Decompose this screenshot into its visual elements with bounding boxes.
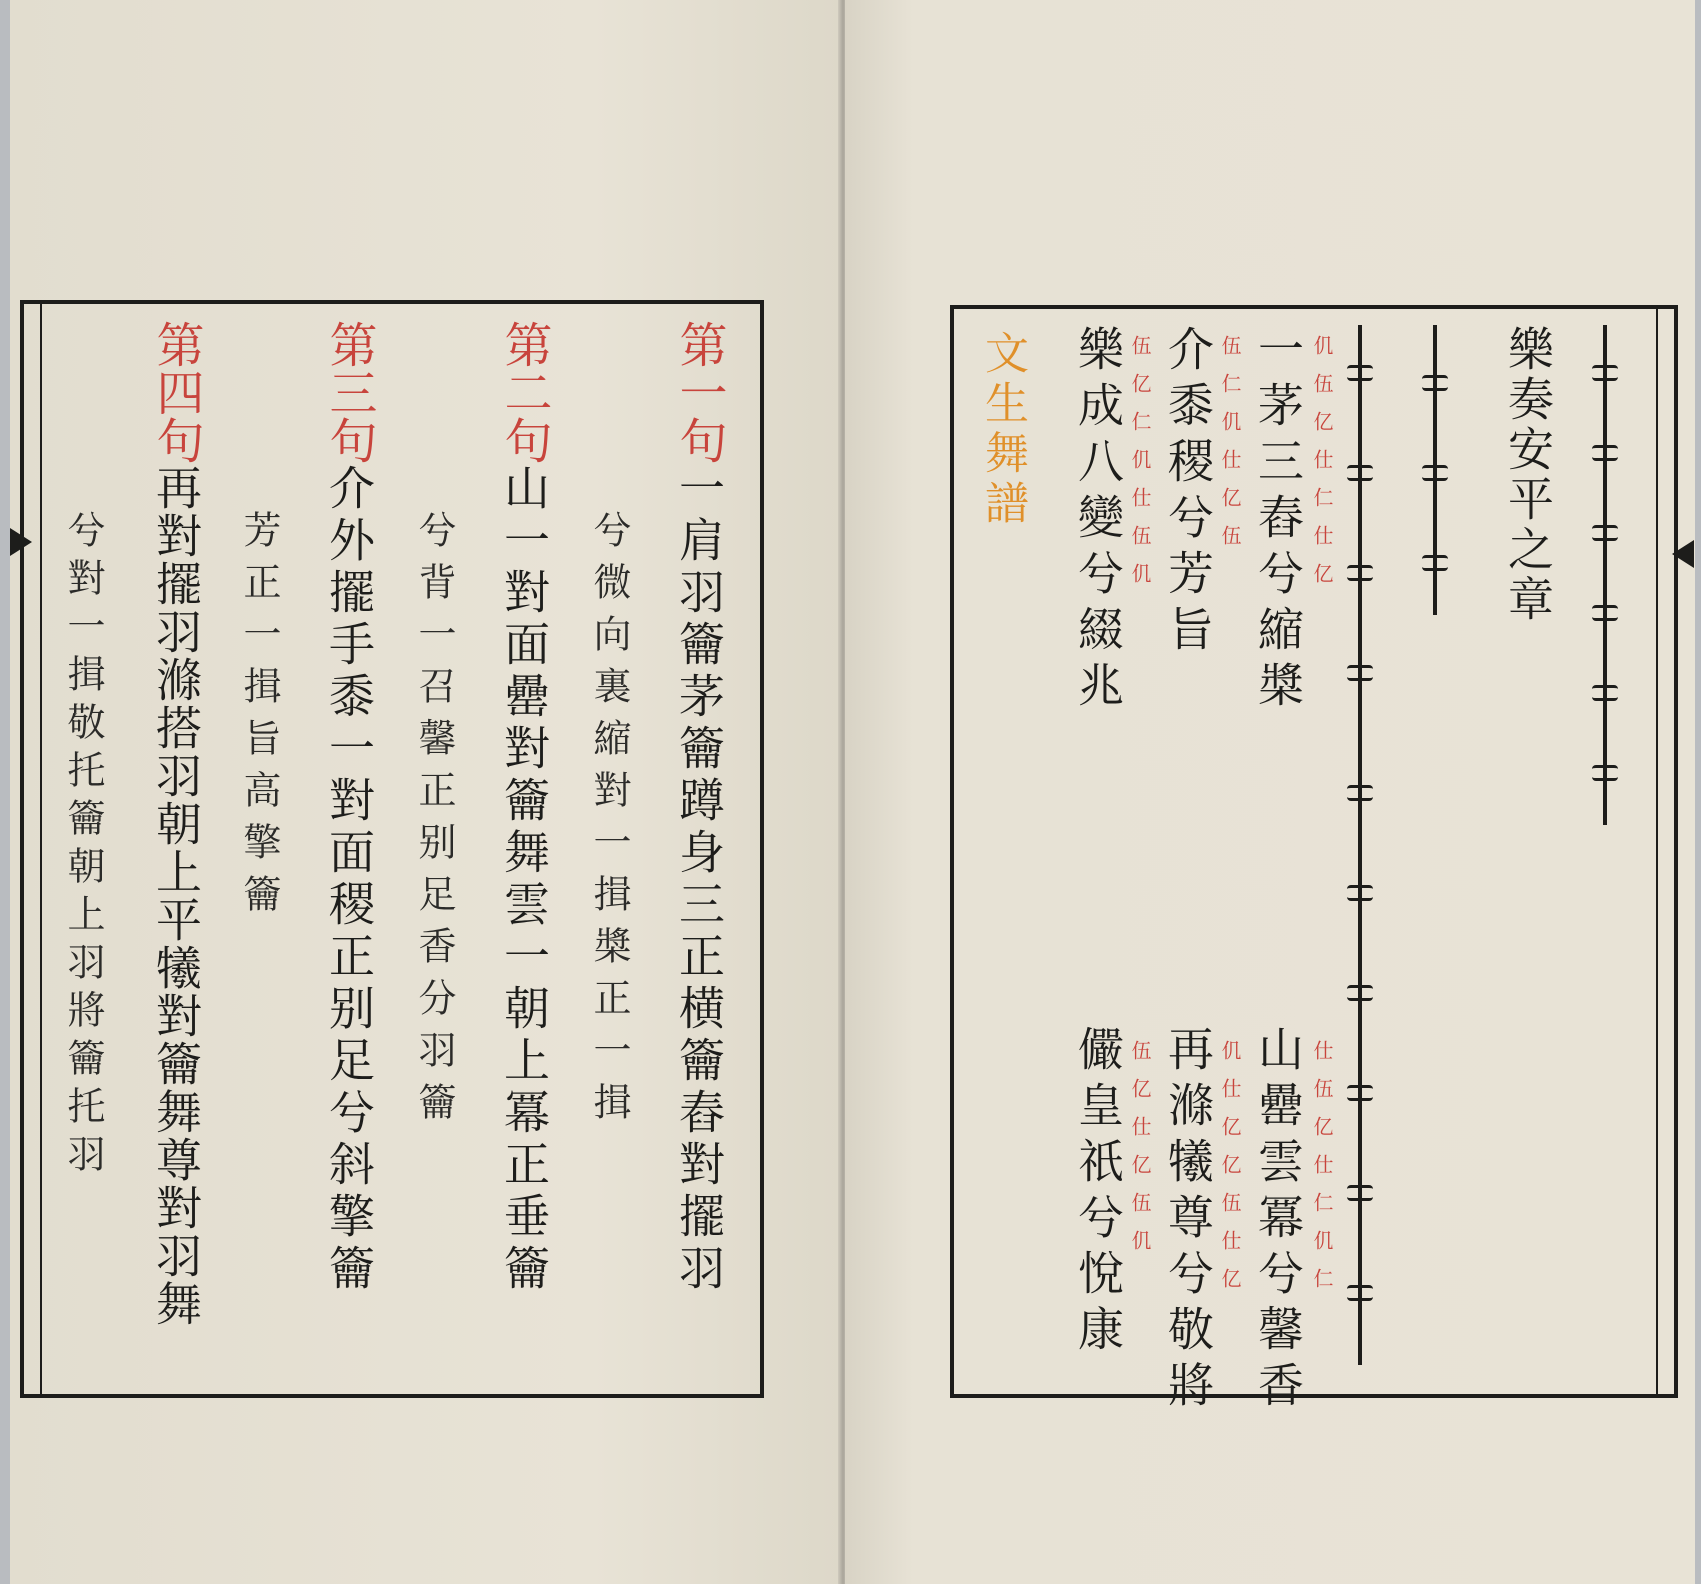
- lyric-top-2: 介黍稷兮芳旨: [1161, 325, 1215, 661]
- column-text-5: 介外擺手黍一對面稷正别足兮斜擎籥: [322, 464, 376, 1296]
- notes-top-1: 仉伍亿仕仁仕亿: [1310, 335, 1334, 601]
- column-text-7: 再對擺羽滌搭羽朝上平犧對籥舞尊對羽舞: [149, 464, 203, 1328]
- column-text-4: 兮背一召馨正别足香分羽籥: [412, 510, 456, 1134]
- column-4: [412, 510, 456, 1134]
- lyric-bottom-2: 再滌犧尊兮敬將: [1161, 1025, 1215, 1417]
- column-text-3: 山一對面罍對籥舞雲一朝上冪正垂籥: [497, 464, 551, 1296]
- mongolian-script-column-2: [1420, 325, 1450, 615]
- verse-heading-3: 第三句: [321, 320, 377, 464]
- column-8: [61, 510, 105, 1182]
- lyric-bottom-3: 儼皇祇兮悅康: [1071, 1025, 1125, 1361]
- column-5: [321, 320, 377, 1296]
- notes-top-2: 伍仁仉仕亿伍: [1218, 335, 1242, 563]
- lyric-top-1: 一茅三舂兮縮槳: [1251, 325, 1305, 717]
- section-title: 文生舞譜: [977, 330, 1028, 530]
- verse-heading-2: 第二句: [496, 320, 552, 464]
- column-2: [587, 510, 631, 1134]
- column-text-1: 一肩羽籥茅籥蹲身三正横籥舂對擺羽: [672, 464, 726, 1296]
- column-6: [237, 510, 281, 926]
- column-text-6: 芳正一揖旨高擎籥: [237, 510, 281, 926]
- notes-bottom-2: 仉仕亿亿伍仕亿: [1218, 1040, 1242, 1306]
- verse-heading-4: 第四句: [148, 320, 204, 464]
- column-7: [148, 320, 204, 1328]
- mongolian-script-column-1: [1590, 325, 1620, 825]
- verse-heading-1: 第一句: [671, 320, 727, 464]
- lyric-bottom-1: 山罍雲冪兮馨香: [1251, 1025, 1305, 1417]
- notes-bottom-1: 仕伍亿仕仁仉仁: [1310, 1040, 1334, 1306]
- left-columns: [20, 310, 760, 1380]
- column-text-8: 兮對一揖敬托籥朝上羽將籥托羽: [61, 510, 105, 1182]
- column-text-2: 兮微向裏縮對一揖槳正一揖: [587, 510, 631, 1134]
- lyric-top-3: 樂成八變兮綴兆: [1071, 325, 1125, 717]
- title-column: 樂奏安平之章: [1501, 325, 1555, 625]
- right-columns: [950, 305, 1670, 1417]
- mongolian-script-column-3: [1345, 325, 1375, 1365]
- column-1: [671, 320, 727, 1296]
- notes-bottom-3: 伍亿仕亿伍仉: [1128, 1040, 1152, 1268]
- column-3: [496, 320, 552, 1296]
- notes-top-3: 伍亿仁仉仕伍仉: [1128, 335, 1152, 601]
